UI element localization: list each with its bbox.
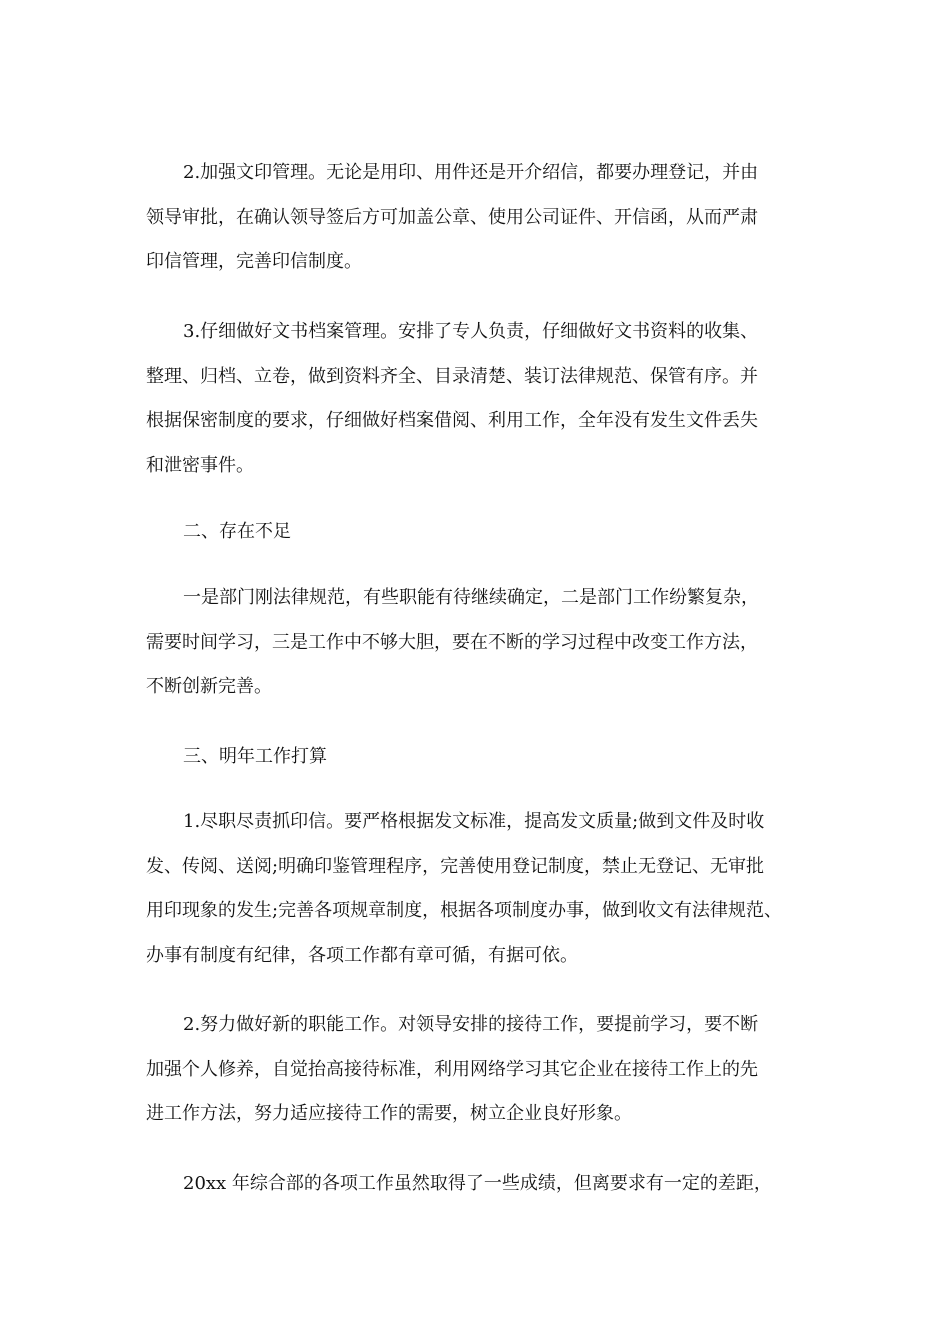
text-line: 进工作方法，努力适应接待工作的需要，树立企业良好形象。: [146, 1103, 632, 1124]
section-heading-shortcomings: [146, 510, 826, 555]
text-line: 和泄密事件。: [146, 454, 254, 476]
text-line: 3.仔细做好文书档案管理。安排了专人负责，仔细做好文书资料的收集、: [183, 321, 759, 342]
text-line: 领导审批，在确认领导签后方可加盖公章、使用公司证件、开信函，从而严肃: [146, 206, 758, 228]
text-line: 办事有制度有纪律，各项工作都有章可循，有据可依。: [146, 944, 578, 966]
paragraph-shortcomings: [146, 576, 826, 710]
text-line: 加强个人修养，自觉抬高接待标准，利用网络学习其它企业在接待工作上的先: [146, 1058, 758, 1080]
text-line: 用印现象的发生;完善各项规章制度，根据各项制度办事，做到收文有法律规范、: [146, 900, 783, 921]
text-line: 2.加强文印管理。无论是用印、用件还是开介绍信，都要办理登记，并由: [183, 162, 759, 183]
paragraph-archive-management: [146, 310, 826, 488]
text-line: 根据保密制度的要求，仔细做好档案借阅、利用工作，全年没有发生文件丢失: [146, 410, 758, 431]
text-line: 1.尽职尽责抓印信。要严格根据发文标准，提高发文质量;做到文件及时收: [183, 811, 765, 832]
section-heading-next-year: [146, 735, 826, 780]
text-line: 20xx 年综合部的各项工作虽然取得了一些成绩，但离要求有一定的差距，: [183, 1173, 772, 1194]
text-line: 一是部门刚法律规范，有些职能有待继续确定，二是部门工作纷繁复杂，: [183, 587, 759, 608]
paragraph-seal-management: [146, 151, 826, 285]
heading-text: 三、明年工作打算: [183, 746, 327, 767]
text-line: 整理、归档、立卷，做到资料齐全、目录清楚、装订法律规范、保管有序。并: [146, 365, 758, 387]
paragraph-closing: [146, 1162, 826, 1207]
text-line: 需要时间学习，三是工作中不够大胆，要在不断的学习过程中改变工作方法，: [146, 631, 758, 653]
text-line: 不断创新完善。: [146, 676, 272, 697]
text-line: 印信管理，完善印信制度。: [146, 251, 362, 272]
heading-text: 二、存在不足: [183, 521, 291, 542]
text-line: 2.努力做好新的职能工作。对领导安排的接待工作，要提前学习，要不断: [183, 1014, 759, 1035]
paragraph-plan-2: [146, 1003, 826, 1137]
text-line: 发、传阅、送阅;明确印鉴管理程序，完善使用登记制度，禁止无登记、无审批: [146, 855, 765, 877]
paragraph-plan-1: [146, 800, 826, 978]
